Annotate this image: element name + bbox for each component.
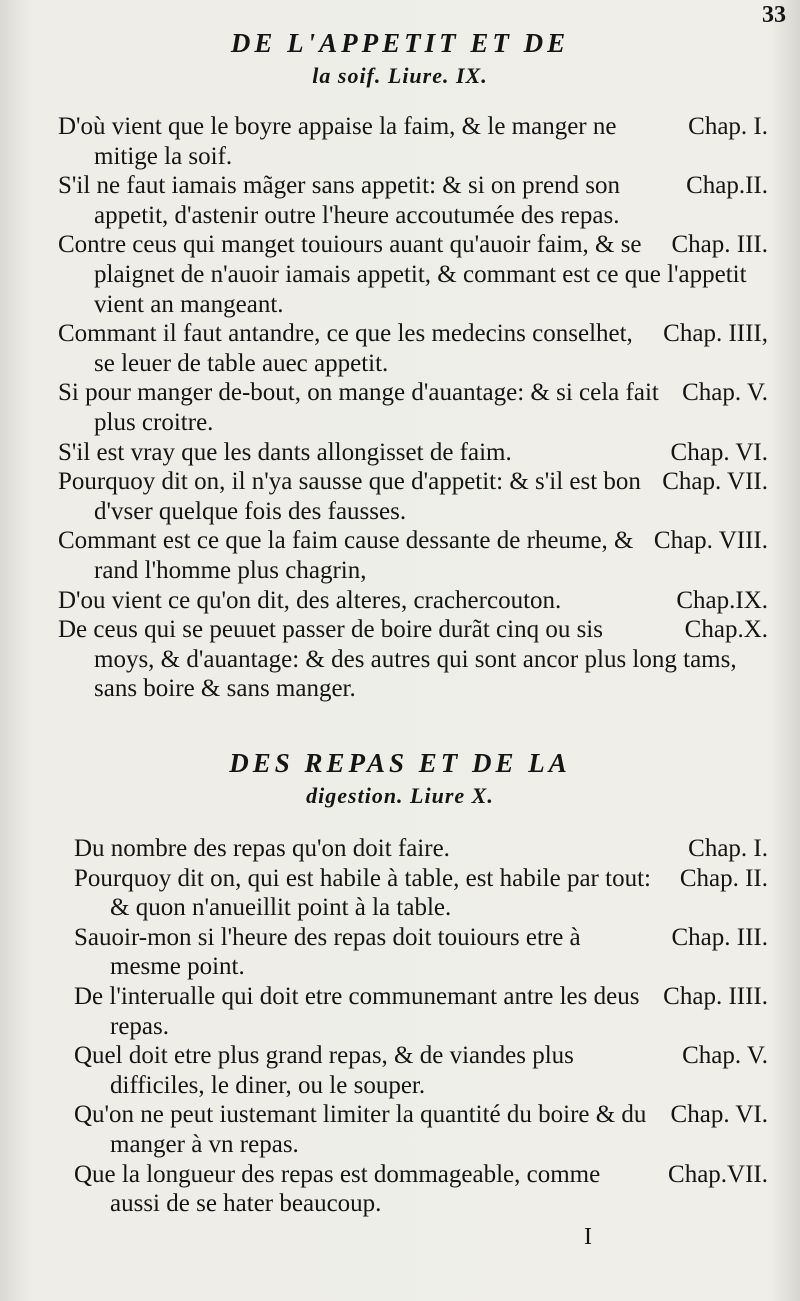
chapter-title: De ceus qui se peuuet passer de boire durãt cinq ou sis moys, & d'auantage: & des autres qui sont ancor plus long tams, sans boire & sans manger. xyxy=(58,616,737,703)
toc-entry xyxy=(58,467,768,526)
page-number: 33 xyxy=(762,2,786,28)
chapter-number: Chap.IX. xyxy=(676,586,768,614)
toc-entry xyxy=(58,526,768,585)
toc-entry xyxy=(58,586,768,616)
chapter-number: Chap. V. xyxy=(682,379,768,407)
toc-entry xyxy=(58,615,768,704)
toc-entry xyxy=(58,112,768,171)
chapter-number: Chap.X. xyxy=(684,616,768,644)
chapter-title: Qu'on ne peut iustemant limiter la quantité du boire & du manger à vn repas. xyxy=(74,1101,647,1158)
chapter-number: Chap. VII. xyxy=(662,468,768,496)
book10-chapter-list xyxy=(74,834,768,1219)
chapter-title: Si pour manger de-bout, on mange d'auantage: & si cela fait plus croitre. xyxy=(58,379,659,436)
chapter-title: De l'interualle qui doit etre communemant antre les deus repas. xyxy=(74,982,640,1040)
chapter-title: Commant est ce que la faim cause dessante de rheume, & rand l'homme plus chagrin, xyxy=(58,527,634,584)
toc-entry xyxy=(74,1160,768,1219)
toc-entry xyxy=(74,1100,768,1159)
chapter-title: Pourquoy dit on, qui est habile à table, est habile par tout: & quon n'anueillit point à la table. xyxy=(74,864,651,922)
toc-entry xyxy=(58,438,768,468)
chapter-title: Quel doit etre plus grand repas, & de viandes plus difficiles, le diner, ou le souper. xyxy=(74,1042,574,1099)
toc-entry xyxy=(74,864,768,923)
chapter-number: Chap. V. xyxy=(682,1042,768,1070)
book9-title: DE L'APPETIT ET DE xyxy=(230,28,570,58)
chapter-number: Chap. VIII. xyxy=(653,527,768,555)
chapter-number: Chap.II. xyxy=(686,172,768,200)
book10-header xyxy=(0,748,800,809)
signature-mark: I xyxy=(584,1224,592,1250)
chapter-number: Chap. III. xyxy=(671,231,768,259)
chapter-title: S'il ne faut iamais mãger sans appetit: & si on prend son appetit, d'astenir outre l'heure accoutumée des repas. xyxy=(58,172,621,229)
chapter-title: Contre ceus qui manget touiours auant qu'auoir faim, & se plaignet de n'auoir iamais appetit, & commant est ce que l'appetit vient an mangeant. xyxy=(58,231,747,318)
book10-title: DES REPAS ET DE LA xyxy=(229,748,571,778)
chapter-title: Sauoir-mon si l'heure des repas doit touiours etre à mesme point. xyxy=(74,923,581,981)
toc-entry xyxy=(58,319,768,378)
toc-entry xyxy=(74,834,768,864)
book10-subtitle: digestion. Liure X. xyxy=(306,783,494,808)
chapter-title: D'où vient que le boyre appaise la faim, & le manger ne mitige la soif. xyxy=(58,113,617,170)
toc-entry xyxy=(74,923,768,982)
chapter-number: Chap. IIII. xyxy=(663,982,768,1010)
chapter-number: Chap. I. xyxy=(688,113,768,140)
chapter-title: Commant il faut antandre, ce que les medecins conselhet, se leuer de table auec appetit. xyxy=(58,320,633,377)
toc-entry xyxy=(74,982,768,1041)
chapter-title: Pourquoy dit on, il n'ya sausse que d'appetit: & s'il est bon d'vser quelque fois des fausses. xyxy=(58,468,641,525)
chapter-title: Du nombre des repas qu'on doit faire. xyxy=(74,835,450,862)
chapter-title: Que la longueur des repas est dommageable, comme aussi de se hater beaucoup. xyxy=(74,1160,601,1218)
chapter-number: Chap. II. xyxy=(679,864,768,892)
chapter-number: Chap. IIII, xyxy=(663,320,768,348)
chapter-title: S'il est vray que les dants allongisset de faim. xyxy=(58,438,512,466)
chapter-number: Chap. I. xyxy=(688,835,768,862)
chapter-title: D'ou vient ce qu'on dit, des alteres, crachercouton. xyxy=(58,586,562,614)
book9-header xyxy=(0,28,800,89)
toc-entry xyxy=(58,230,768,319)
book9-chapter-list xyxy=(58,112,768,704)
book9-subtitle: la soif. Liure. IX. xyxy=(312,63,488,88)
toc-entry xyxy=(58,171,768,230)
chapter-number: Chap. VI. xyxy=(670,438,768,466)
chapter-number: Chap.VII. xyxy=(668,1160,768,1188)
toc-entry xyxy=(58,378,768,437)
chapter-number: Chap. III. xyxy=(671,923,768,951)
toc-entry xyxy=(74,1041,768,1100)
chapter-number: Chap. VI. xyxy=(670,1101,768,1129)
